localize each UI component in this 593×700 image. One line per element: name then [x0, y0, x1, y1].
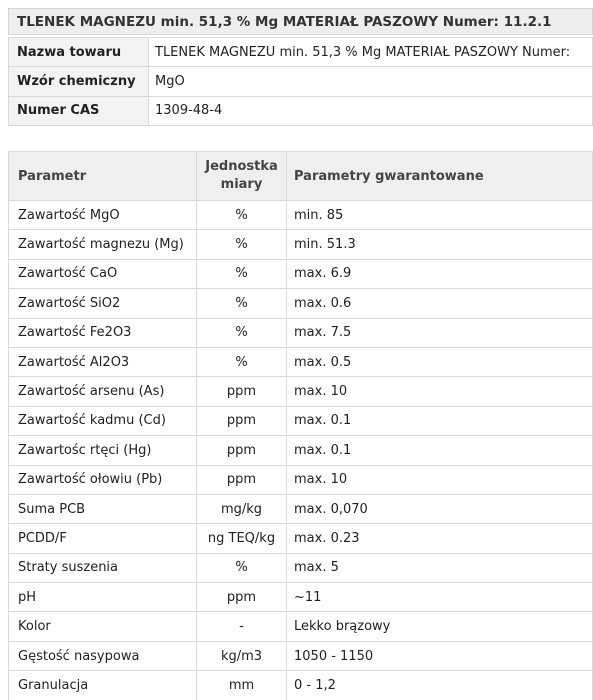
header-unit [197, 152, 287, 201]
value-cell: min. 51.3 [287, 230, 593, 259]
info-row-cas [9, 96, 593, 125]
table-row [9, 436, 593, 465]
unit-cell: % [197, 230, 287, 259]
value-cell: Lekko brązowy [287, 612, 593, 641]
unit-cell: ppm [197, 406, 287, 435]
unit-cell: ppm [197, 465, 287, 494]
value-cell: min. 85 [287, 201, 593, 230]
table-row [9, 524, 593, 553]
product-info-table [8, 37, 593, 126]
unit-cell: % [197, 259, 287, 288]
table-row [9, 553, 593, 582]
parameter-cell: Zawartość arsenu (As) [9, 377, 197, 406]
parameter-cell: Zawartość ołowiu (Pb) [9, 465, 197, 494]
value-cell: max. 10 [287, 465, 593, 494]
unit-cell: % [197, 289, 287, 318]
table-row [9, 201, 593, 230]
value-cell: ~11 [287, 583, 593, 612]
parameters-header-row [9, 152, 593, 201]
parameter-cell: Gęstość nasypowa [9, 641, 197, 670]
value-cell: max. 0,070 [287, 494, 593, 523]
table-row [9, 671, 593, 700]
header-unit-line1: Jednostka [205, 159, 278, 174]
table-row [9, 347, 593, 376]
parameter-cell: Zawartośc rtęci (Hg) [9, 436, 197, 465]
parameter-cell: Granulacja [9, 671, 197, 700]
table-row [9, 318, 593, 347]
unit-cell: % [197, 553, 287, 582]
table-row [9, 230, 593, 259]
info-label: Wzór chemiczny [9, 67, 149, 96]
product-title: TLENEK MAGNEZU min. 51,3 % Mg MATERIAŁ PASZOWY Numer: 11.2.1 [8, 8, 593, 35]
parameter-cell: Suma PCB [9, 494, 197, 523]
parameter-cell: Zawartość Al2O3 [9, 347, 197, 376]
table-row [9, 377, 593, 406]
value-cell: max. 0.1 [287, 436, 593, 465]
value-cell: max. 10 [287, 377, 593, 406]
info-value: MgO [149, 67, 593, 96]
info-row-formula [9, 67, 593, 96]
info-label: Nazwa towaru [9, 38, 149, 67]
unit-cell: % [197, 347, 287, 376]
value-cell: max. 0.6 [287, 289, 593, 318]
header-guaranteed: Parametry gwarantowane [287, 152, 593, 201]
value-cell: max. 7.5 [287, 318, 593, 347]
unit-cell: % [197, 201, 287, 230]
product-info-body [9, 38, 593, 126]
table-row [9, 583, 593, 612]
table-row [9, 494, 593, 523]
parameter-cell: Zawartość kadmu (Cd) [9, 406, 197, 435]
unit-cell: % [197, 318, 287, 347]
unit-cell: ppm [197, 377, 287, 406]
info-label: Numer CAS [9, 96, 149, 125]
value-cell: max. 6.9 [287, 259, 593, 288]
table-row [9, 289, 593, 318]
parameter-cell: pH [9, 583, 197, 612]
unit-cell: - [197, 612, 287, 641]
header-parameter: Parametr [9, 152, 197, 201]
parameter-cell: Zawartość Fe2O3 [9, 318, 197, 347]
info-value: 1309-48-4 [149, 96, 593, 125]
unit-cell: kg/m3 [197, 641, 287, 670]
value-cell: max. 5 [287, 553, 593, 582]
unit-cell: ng TEQ/kg [197, 524, 287, 553]
parameter-cell: Straty suszenia [9, 553, 197, 582]
unit-cell: mm [197, 671, 287, 700]
value-cell: max. 0.5 [287, 347, 593, 376]
value-cell: max. 0.23 [287, 524, 593, 553]
parameter-cell: Zawartość CaO [9, 259, 197, 288]
table-row [9, 641, 593, 670]
parameter-cell: Zawartość SiO2 [9, 289, 197, 318]
parameters-table [8, 151, 593, 700]
parameter-cell: PCDD/F [9, 524, 197, 553]
header-unit-line2: miary [220, 177, 263, 192]
table-row [9, 465, 593, 494]
info-value: TLENEK MAGNEZU min. 51,3 % Mg MATERIAŁ PASZOWY Numer: [149, 38, 593, 67]
value-cell: max. 0.1 [287, 406, 593, 435]
table-row [9, 612, 593, 641]
parameter-cell: Zawartość magnezu (Mg) [9, 230, 197, 259]
parameter-cell: Zawartość MgO [9, 201, 197, 230]
info-row-product-name [9, 38, 593, 67]
parameters-body [9, 201, 593, 700]
value-cell: 0 - 1,2 [287, 671, 593, 700]
parameter-cell: Kolor [9, 612, 197, 641]
table-row [9, 406, 593, 435]
value-cell: 1050 - 1150 [287, 641, 593, 670]
unit-cell: ppm [197, 583, 287, 612]
table-row [9, 259, 593, 288]
unit-cell: ppm [197, 436, 287, 465]
unit-cell: mg/kg [197, 494, 287, 523]
